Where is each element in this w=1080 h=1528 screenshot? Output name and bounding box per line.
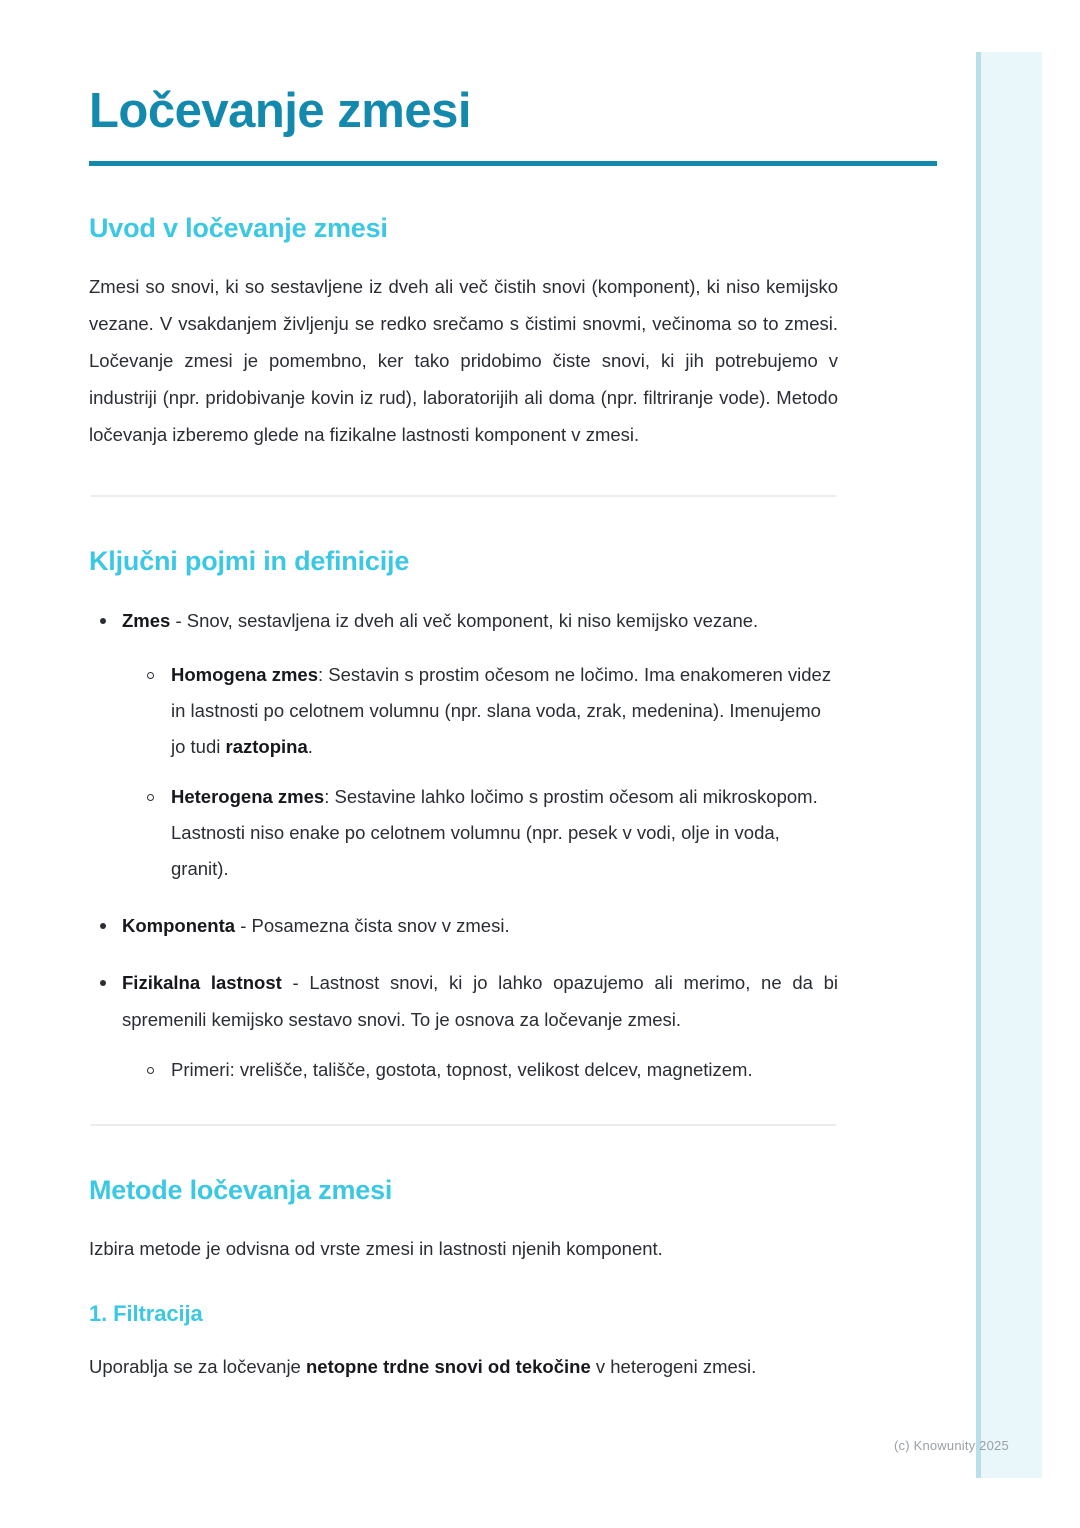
term-separator: - [170,609,187,631]
term-definition: Posamezna čista snov v zmesi. [251,915,510,937]
term-label: Fizikalna lastnost [122,972,282,994]
intro-paragraph: Zmesi so snovi, ki so sestavljene iz dveh ali več čistih snovi (komponent), ki niso kemijsko vezane. V vsakdanjem življenju se redko srečamo s čistimi snovmi, večinoma so to zmesi. Ločevanje zmesi je pomembno, ker tako pridobimo čiste snovi, ki jih potrebujemo v industriji (npr. pridobivanje kovin iz rud), laboratorijih ali doma (npr. filtriranje vode). Metodo ločevanja izberemo glede na fizikalne lastnosti komponent v zmesi. [89,276,838,446]
sub-text: Sestavin s prostim očesom ne ločimo. Ima enakomeren videz in lastnosti po celotnem volumnu (npr. slana voda, zrak, medenina). Imenujemo jo tudi [171,663,832,757]
document-content [89,0,838,1385]
sub-list [122,657,838,887]
decorative-side-strip-edge [976,52,981,1478]
concepts-list [89,602,838,1088]
list-item [136,1052,838,1088]
sub-text: Primeri: vrelišče, tališče, gostota, topnost, velikost delcev, magnetizem. [171,1059,753,1081]
subsection-heading-filtracija: 1. Filtracija [89,1301,203,1327]
list-item [136,657,838,765]
term-definition: Lastnost snovi, ki jo lahko opazujemo ali merimo, ne da bi spremenili kemijsko sestavo snovi. To je osnova za ločevanje zmesi. [122,972,838,1031]
term-label: Komponenta [122,915,236,937]
footer-watermark: (c) Knowunity 2025 [894,1438,1009,1453]
term-label: Zmes [122,609,171,631]
section-heading-intro: Uvod v ločevanje zmesi [89,212,388,243]
filtracija-text-after: v heterogeni zmesi. [590,1355,757,1377]
term-label: Homogena zmes [171,663,319,685]
section-heading-concepts: Ključni pojmi in definicije [89,546,410,577]
term-separator: : [318,663,329,685]
list-item [89,907,838,944]
term-separator: - [281,972,310,994]
page-title: Ločevanje zmesi [89,84,471,138]
section-heading-methods: Metode ločevanja zmesi [89,1175,393,1206]
emphasis-text: raztopina [225,735,308,757]
term-label: Heterogena zmes [171,785,325,807]
list-item [136,779,838,887]
term-separator: - [235,915,252,937]
sub-text: Sestavine lahko ločimo s prostim očesom ali mikroskopom. Lastnosti niso enake po celotnem volumnu (npr. pesek v vodi, olje in voda, granit). [171,785,818,879]
filtracija-text-before: Uporablja se za ločevanje [89,1355,306,1377]
list-item [89,964,838,1088]
section-divider-1 [91,495,836,497]
methods-paragraph: Izbira metode je odvisna od vrste zmesi in lastnosti njenih komponent. [89,1238,663,1260]
term-definition: Snov, sestavljena iz dveh ali več komponent, ki niso kemijsko vezane. [186,609,759,631]
sub-text-tail: . [307,735,313,757]
filtracija-paragraph [89,1348,838,1385]
emphasis-text: netopne trdne snovi od tekočine [306,1355,591,1377]
list-item [89,602,838,887]
term-separator: : [324,785,335,807]
sub-list [122,1052,838,1088]
decorative-side-strip [976,52,1042,1478]
section-divider-2 [91,1124,836,1126]
